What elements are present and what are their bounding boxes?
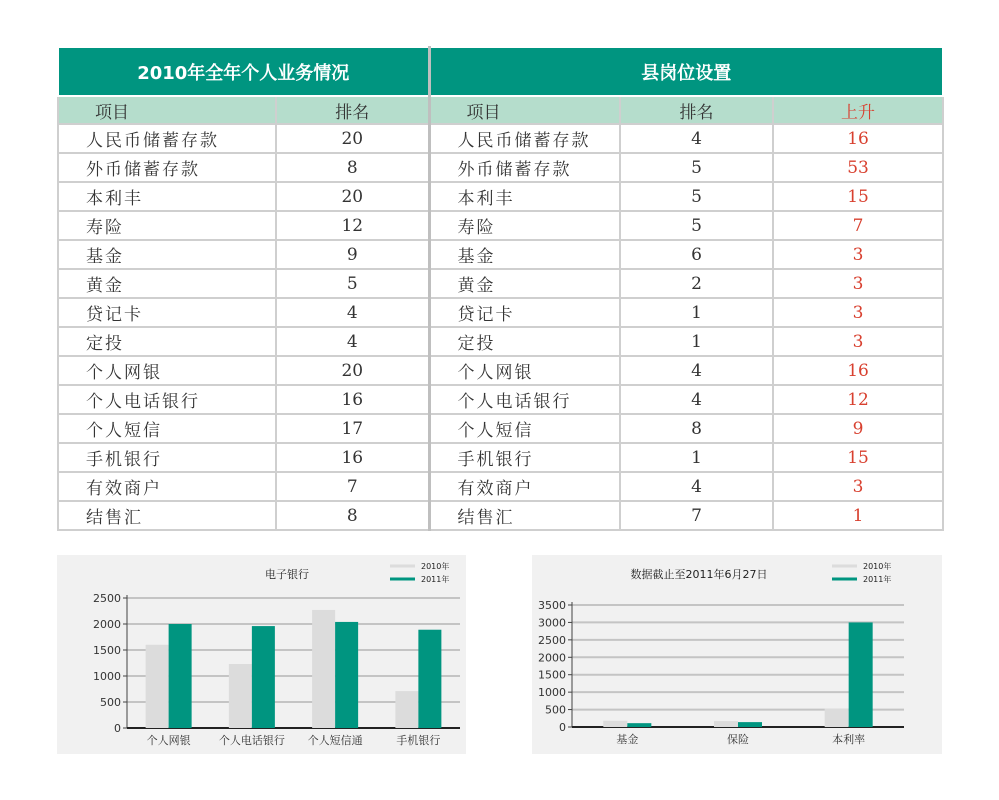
right-rise-cell: 3	[773, 327, 943, 356]
y-tick-label: 1500	[538, 668, 566, 682]
left-rank-cell: 20	[276, 182, 429, 211]
y-tick-label: 0	[114, 722, 121, 735]
business-table	[57, 46, 944, 531]
table-row	[58, 472, 943, 501]
right-rank-cell: 5	[620, 211, 773, 240]
left-table-title: 2010年全年个人业务情况	[58, 47, 429, 96]
right-item-cell: 外币储蓄存款	[429, 153, 620, 182]
y-tick-label: 2500	[93, 592, 121, 605]
right-rise-cell: 16	[773, 124, 943, 153]
column-header-row	[58, 96, 943, 124]
right-col-rise-header: 上升	[773, 96, 943, 124]
chart-title: 数据截止至2011年6月27日	[630, 568, 768, 581]
chart-panel-ebanking	[57, 555, 466, 754]
right-item-cell: 本利丰	[429, 182, 620, 211]
table-row	[58, 327, 943, 356]
left-rank-cell: 4	[276, 327, 429, 356]
y-tick-label: 1000	[93, 670, 121, 683]
right-rise-cell: 1	[773, 501, 943, 530]
chart-title: 电子银行	[265, 568, 309, 581]
x-tick-label: 手机银行	[396, 734, 441, 747]
right-rise-cell: 15	[773, 182, 943, 211]
right-item-cell: 寿险	[429, 211, 620, 240]
left-item-cell: 有效商户	[58, 472, 276, 501]
legend-label: 2011年	[863, 575, 892, 584]
left-rank-cell: 16	[276, 385, 429, 414]
left-item-cell: 外币储蓄存款	[58, 153, 276, 182]
right-rise-cell: 3	[773, 472, 943, 501]
table-row	[58, 124, 943, 153]
right-rank-cell: 1	[620, 298, 773, 327]
bar	[229, 664, 252, 728]
title-row	[58, 47, 943, 96]
left-rank-cell: 20	[276, 356, 429, 385]
right-rise-cell: 15	[773, 443, 943, 472]
left-rank-cell: 16	[276, 443, 429, 472]
x-tick-label: 个人短信通	[307, 734, 363, 747]
y-tick-label: 1500	[93, 644, 121, 657]
bar	[849, 622, 873, 727]
ebanking-bar-chart	[57, 555, 466, 754]
left-rank-cell: 20	[276, 124, 429, 153]
bar	[714, 721, 738, 727]
right-rise-cell: 12	[773, 385, 943, 414]
x-tick-label: 个人网银	[146, 734, 191, 747]
left-item-cell: 结售汇	[58, 501, 276, 530]
right-item-cell: 人民币储蓄存款	[429, 124, 620, 153]
right-item-cell: 有效商户	[429, 472, 620, 501]
right-rise-cell: 3	[773, 240, 943, 269]
right-col-rank-header: 排名	[620, 96, 773, 124]
bar	[252, 626, 275, 728]
bar	[169, 624, 192, 728]
bar	[418, 630, 441, 728]
right-rise-cell: 53	[773, 153, 943, 182]
bar	[738, 722, 762, 727]
y-tick-label: 0	[559, 721, 566, 734]
left-rank-cell: 7	[276, 472, 429, 501]
table-row	[58, 298, 943, 327]
legend-label: 2011年	[421, 575, 450, 584]
right-rise-cell: 3	[773, 298, 943, 327]
right-rank-cell: 5	[620, 153, 773, 182]
right-rise-cell: 3	[773, 269, 943, 298]
right-table-title: 县岗位设置	[429, 47, 943, 96]
table-row	[58, 356, 943, 385]
bar	[312, 610, 335, 728]
right-item-cell: 个人电话银行	[429, 385, 620, 414]
left-rank-cell: 4	[276, 298, 429, 327]
table-row	[58, 153, 943, 182]
right-item-cell: 手机银行	[429, 443, 620, 472]
left-rank-cell: 5	[276, 269, 429, 298]
bar	[627, 723, 651, 727]
left-col-rank-header: 排名	[276, 96, 429, 124]
bar	[335, 622, 358, 728]
right-item-cell: 个人网银	[429, 356, 620, 385]
left-item-cell: 个人短信	[58, 414, 276, 443]
right-rank-cell: 4	[620, 124, 773, 153]
table-row	[58, 414, 943, 443]
right-col-item-header: 项目	[429, 96, 620, 124]
left-item-cell: 黄金	[58, 269, 276, 298]
right-item-cell: 结售汇	[429, 501, 620, 530]
y-tick-label: 3000	[538, 616, 566, 630]
left-item-cell: 基金	[58, 240, 276, 269]
right-rank-cell: 7	[620, 501, 773, 530]
right-rank-cell: 4	[620, 356, 773, 385]
left-item-cell: 定投	[58, 327, 276, 356]
table-row	[58, 501, 943, 530]
left-rank-cell: 12	[276, 211, 429, 240]
right-rise-cell: 9	[773, 414, 943, 443]
left-item-cell: 本利丰	[58, 182, 276, 211]
left-item-cell: 贷记卡	[58, 298, 276, 327]
left-item-cell: 寿险	[58, 211, 276, 240]
right-rise-cell: 16	[773, 356, 943, 385]
right-rank-cell: 1	[620, 443, 773, 472]
right-rise-cell: 7	[773, 211, 943, 240]
right-rank-cell: 8	[620, 414, 773, 443]
table-row	[58, 182, 943, 211]
left-rank-cell: 8	[276, 501, 429, 530]
right-rank-cell: 4	[620, 385, 773, 414]
chart-panel-products	[532, 555, 942, 754]
right-item-cell: 个人短信	[429, 414, 620, 443]
legend-label: 2010年	[863, 562, 892, 571]
y-tick-label: 500	[100, 696, 121, 709]
legend-label: 2010年	[421, 562, 450, 571]
right-item-cell: 定投	[429, 327, 620, 356]
y-tick-label: 2000	[538, 651, 566, 665]
right-item-cell: 基金	[429, 240, 620, 269]
left-item-cell: 个人网银	[58, 356, 276, 385]
bar	[603, 721, 627, 727]
bar	[146, 645, 169, 728]
right-rank-cell: 1	[620, 327, 773, 356]
bar	[825, 709, 849, 727]
right-rank-cell: 5	[620, 182, 773, 211]
left-rank-cell: 9	[276, 240, 429, 269]
products-bar-chart	[532, 555, 942, 754]
bar	[395, 691, 418, 728]
left-rank-cell: 8	[276, 153, 429, 182]
right-item-cell: 贷记卡	[429, 298, 620, 327]
left-item-cell: 手机银行	[58, 443, 276, 472]
table-row	[58, 385, 943, 414]
left-item-cell: 个人电话银行	[58, 385, 276, 414]
table-row	[58, 269, 943, 298]
y-tick-label: 2000	[93, 618, 121, 631]
x-tick-label: 基金	[616, 733, 639, 746]
table-row	[58, 240, 943, 269]
right-rank-cell: 2	[620, 269, 773, 298]
y-tick-label: 500	[545, 703, 566, 717]
table-body	[58, 124, 943, 530]
y-tick-label: 1000	[538, 686, 566, 700]
left-item-cell: 人民币储蓄存款	[58, 124, 276, 153]
right-rank-cell: 6	[620, 240, 773, 269]
table-row	[58, 211, 943, 240]
tables-area	[57, 46, 942, 531]
table-row	[58, 443, 943, 472]
right-item-cell: 黄金	[429, 269, 620, 298]
x-tick-label: 本利率	[832, 733, 866, 746]
y-tick-label: 3500	[538, 599, 566, 612]
x-tick-label: 个人电话银行	[218, 734, 285, 747]
left-rank-cell: 17	[276, 414, 429, 443]
x-tick-label: 保险	[727, 733, 749, 746]
left-col-item-header: 项目	[58, 96, 276, 124]
right-rank-cell: 4	[620, 472, 773, 501]
y-tick-label: 2500	[538, 633, 566, 647]
